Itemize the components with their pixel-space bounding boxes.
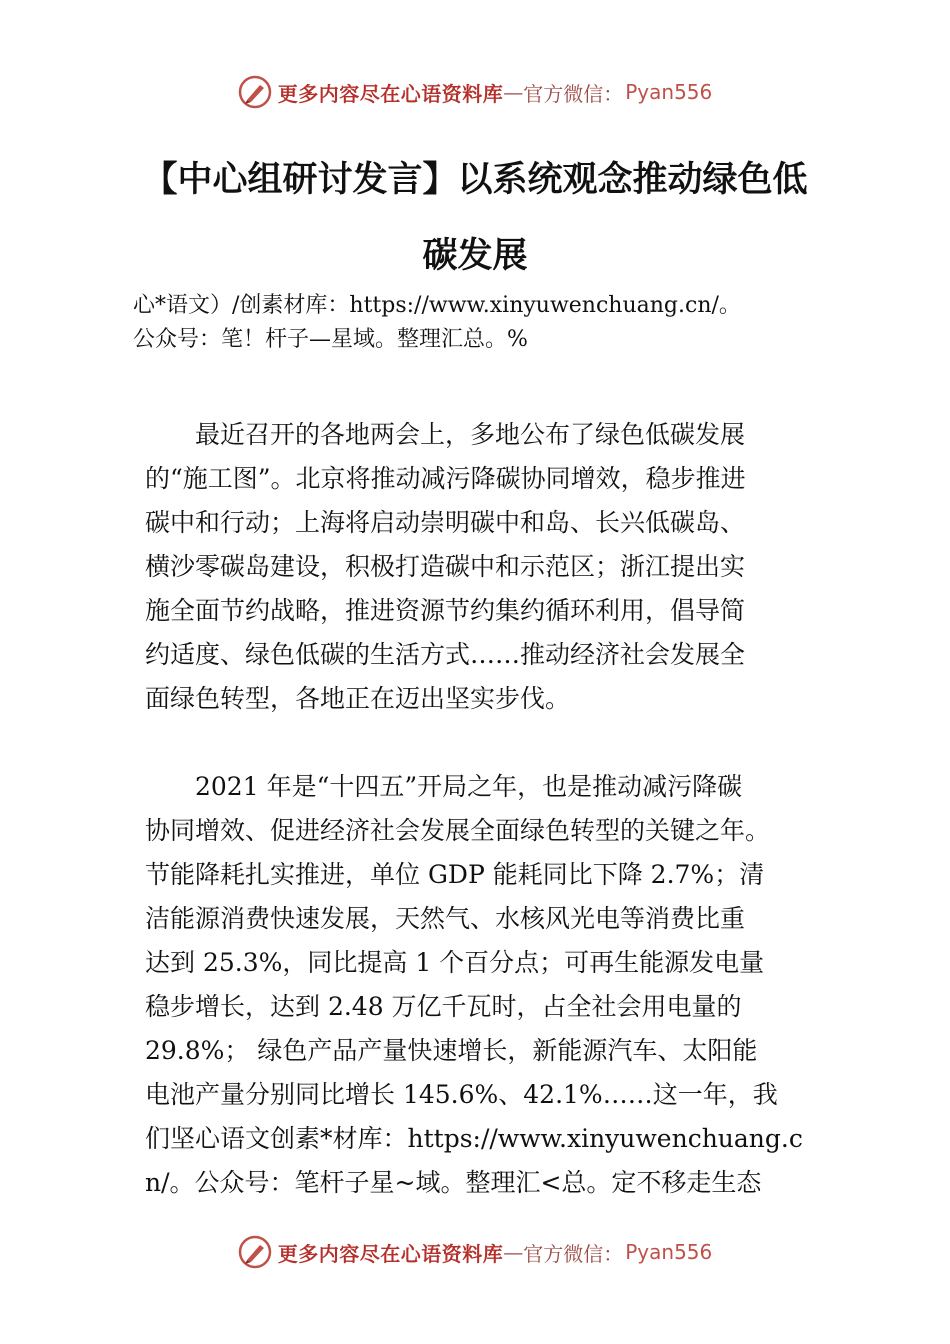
paragraph-line: n/。公众号：笔杆子星~域。整理汇<总。定不移走生态 [145,1168,762,1197]
source-note-line-2: 公众号：笔！杆子—星域。整理汇总。% [133,327,528,352]
banner-wechat-id: Pyan556 [625,1240,713,1264]
paragraph-line: 洁能源消费快速发展，天然气、水核风光电等消费比重 [145,904,746,933]
document-title-line-2: 碳发展 [422,236,528,276]
banner-brand: 更多内容尽在心语资料库 [277,1241,504,1266]
source-note-line-1: 心*语文）/创素材库：https://www.xinyuwenchuang.cn/。 [133,293,741,318]
banner-brand: 更多内容尽在心语资料库 [277,81,504,106]
paragraph-line: 2021 年是“十四五”开局之年，也是推动减污降碳 [145,772,743,801]
banner-wechat-id: Pyan556 [625,80,713,104]
paragraph-line: 面绿色转型，各地正在迈出坚实步伐。 [145,684,571,713]
paragraph-line: 碳中和行动；上海将启动崇明碳中和岛、长兴低碳岛、 [145,508,746,537]
document-title-line-1: 【中心组研讨发言】以系统观念推动绿色低 [142,160,808,200]
banner-contact-label: 官方微信： [523,1241,624,1266]
banner-separator: — [503,80,524,104]
paragraph-line: 最近召开的各地两会上，多地公布了绿色低碳发展 [145,420,746,449]
paragraph-line: 施全面节约战略，推进资源节约集约循环利用，倡导简 [145,596,746,625]
footer-banner [0,1232,950,1272]
banner-contact-label: 官方微信： [523,81,624,106]
pen-logo-icon [238,75,272,109]
paragraph-line: 横沙零碳岛建设，积极打造碳中和示范区；浙江提出实 [145,552,746,581]
header-banner [0,72,950,112]
paragraph-line: 节能降耗扎实推进，单位 GDP 能耗同比下降 2.7%；清 [145,860,765,889]
paragraph-line: 的“施工图”。北京将推动减污降碳协同增效，稳步推进 [145,464,746,493]
paragraph-line: 约适度、绿色低碳的生活方式……推动经济社会发展全 [145,640,746,669]
paragraph-line: 稳步增长，达到 2.48 万亿千瓦时，占全社会用电量的 [145,992,742,1021]
paragraph-line: 达到 25.3%，同比提高 1 个百分点；可再生能源发电量 [145,948,765,977]
paragraph-line: 们坚心语文创素*材库：https://www.xinyuwenchuang.c [145,1124,803,1153]
pen-logo-icon [238,1235,272,1269]
banner-separator: — [503,1240,524,1264]
paragraph-line: 电池产量分别同比增长 145.6%、42.1%……这一年，我 [145,1080,778,1109]
paragraph-line: 29.8%； 绿色产品产量快速增长，新能源汽车、太阳能 [145,1036,758,1065]
paragraph-line: 协同增效、促进经济社会发展全面绿色转型的关键之年。 [145,816,771,845]
